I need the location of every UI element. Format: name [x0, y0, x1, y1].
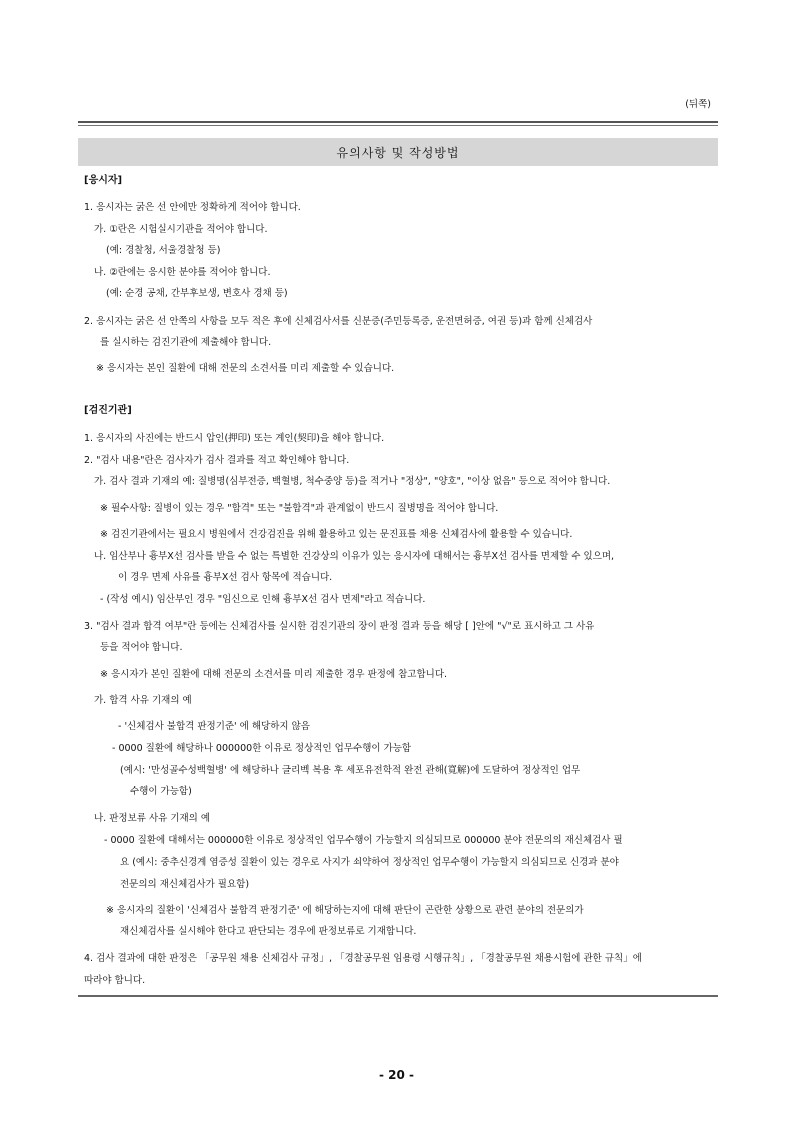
applicant-line: 2. 응시자는 굵은 선 안쪽의 사항을 모두 적은 후에 신체검사서를 신분증(주민등록증, 운전면허증, 여권 등)과 함께 신체검사: [84, 316, 593, 327]
clinic-line: 나. 임산부나 흉부X선 검사를 받을 수 없는 특별한 건강상의 이유가 있는 응시자에 대해서는 흉부X선 검사를 면제할 수 있으며,: [94, 551, 615, 562]
clinic-line: - 0000 질환에 해당하나 000000한 이유로 정상적인 업무수행이 가능함: [112, 743, 412, 754]
applicant-line: 나. ②란에는 응시한 분야를 적어야 합니다.: [94, 267, 271, 278]
applicant-header: [응시자]: [84, 175, 123, 186]
clinic-note: ※ 필수사항: 질병이 있는 경우 "합격" 또는 "불합격"과 관계없이 반드시 질병명을 적어야 합니다.: [100, 503, 499, 514]
clinic-line: 요 (예시: 중추신경계 염증성 질환이 있는 경우로 사지가 쇠약하여 정상적인 업무수행이 가능할지 의심되므로 신경과 분야: [120, 857, 619, 868]
clinic-line: 수행이 가능함): [130, 786, 192, 797]
top-thick-rule: [78, 121, 718, 123]
applicant-line: (예: 순경 공채, 간부후보생, 변호사 경채 등): [106, 288, 288, 299]
clinic-line: 3. "검사 결과 합격 여부"란 등에는 신체검사를 실시한 검진기관의 장이 판정 결과 등을 해당 [ ]안에 "√"로 표시하고 그 사유: [84, 621, 595, 632]
section-title: 유의사항 및 작성방법: [336, 145, 460, 160]
clinic-line: 1. 응시자의 사진에는 반드시 압인(押印) 또는 계인(契印)을 해야 합니다.: [84, 433, 385, 444]
clinic-line: 2. "검사 내용"란은 검사자가 검사 결과를 적고 확인해야 합니다.: [84, 455, 350, 466]
applicant-note: ※ 응시자는 본인 질환에 대해 전문의 소견서를 미리 제출할 수 있습니다.: [96, 363, 395, 374]
applicant-line: 1. 응시자는 굵은 선 안에만 정확하게 적어야 합니다.: [84, 202, 301, 213]
back-side-label: (뒤쪽): [685, 99, 711, 110]
clinic-line: 가. 검사 결과 기재의 예: 질병명(심부전증, 백혈병, 척수중양 등)을 적거나 "정상", "양호", "이상 없음" 등으로 적어야 합니다.: [94, 476, 611, 487]
clinic-line: (예시: '만성골수성백혈병' 에 해당하나 글리벡 복용 후 세포유전학적 완전 관해(寬解)에 도달하여 정상적인 업무: [120, 765, 581, 776]
clinic-line: 가. 합격 사유 기재의 예: [94, 695, 192, 706]
clinic-line: - '신체검사 불합격 판정기준' 에 해당하지 않음: [118, 721, 310, 732]
clinic-line: 따라야 합니다.: [84, 975, 146, 986]
clinic-line: - (작성 예시) 임산부인 경우 "임신으로 인해 흉부X선 검사 면제"라고 적습니다.: [100, 594, 426, 605]
section-title-bar: [78, 138, 718, 166]
clinic-line: 나. 판정보류 사유 기재의 예: [94, 813, 211, 824]
clinic-line: 재신체검사를 실시해야 한다고 판단되는 경우에 판정보류로 기재합니다.: [120, 926, 417, 937]
applicant-line: (예: 경찰청, 서울경찰청 등): [106, 245, 221, 256]
clinic-line: 전문의의 재신체검사가 필요함): [120, 879, 250, 890]
clinic-header: [검진기관]: [84, 405, 132, 416]
clinic-line: - 0000 질환에 대해서는 000000한 이유로 정상적인 업무수행이 가능할지 의심되므로 000000 분야 전문의의 재신체검사 필: [104, 835, 623, 846]
applicant-line: 가. ①란은 시험실시기관을 적어야 합니다.: [94, 224, 268, 235]
bottom-rule: [78, 995, 718, 997]
page-number: - 20 -: [378, 1068, 414, 1082]
clinic-note: ※ 응시자의 질환이 '신체검사 불합격 판정기준' 에 해당하는지에 대해 판단이 곤란한 상황으로 관련 분야의 전문의가: [106, 905, 584, 916]
top-thin-rule: [78, 125, 718, 126]
clinic-line: 이 경우 면제 사유를 흉부X선 검사 항목에 적습니다.: [118, 572, 333, 583]
clinic-note: ※ 응시자가 본인 질환에 대해 전문의 소견서를 미리 제출한 경우 판정에 참고합니다.: [100, 669, 448, 680]
clinic-line: 4. 검사 결과에 대한 판정은 「공무원 채용 신체검사 규정」, 「경찰공무원 임용령 시행규칙」, 「경찰공무원 채용시험에 관한 규칙」에: [84, 953, 642, 964]
clinic-note: ※ 검진기관에서는 필요시 병원에서 건강검진을 위해 활용하고 있는 문진표를 채용 신체검사에 활용할 수 있습니다.: [100, 529, 573, 540]
clinic-line: 등을 적어야 합니다.: [100, 642, 183, 653]
applicant-line: 를 실시하는 검진기관에 제출해야 합니다.: [100, 337, 272, 348]
